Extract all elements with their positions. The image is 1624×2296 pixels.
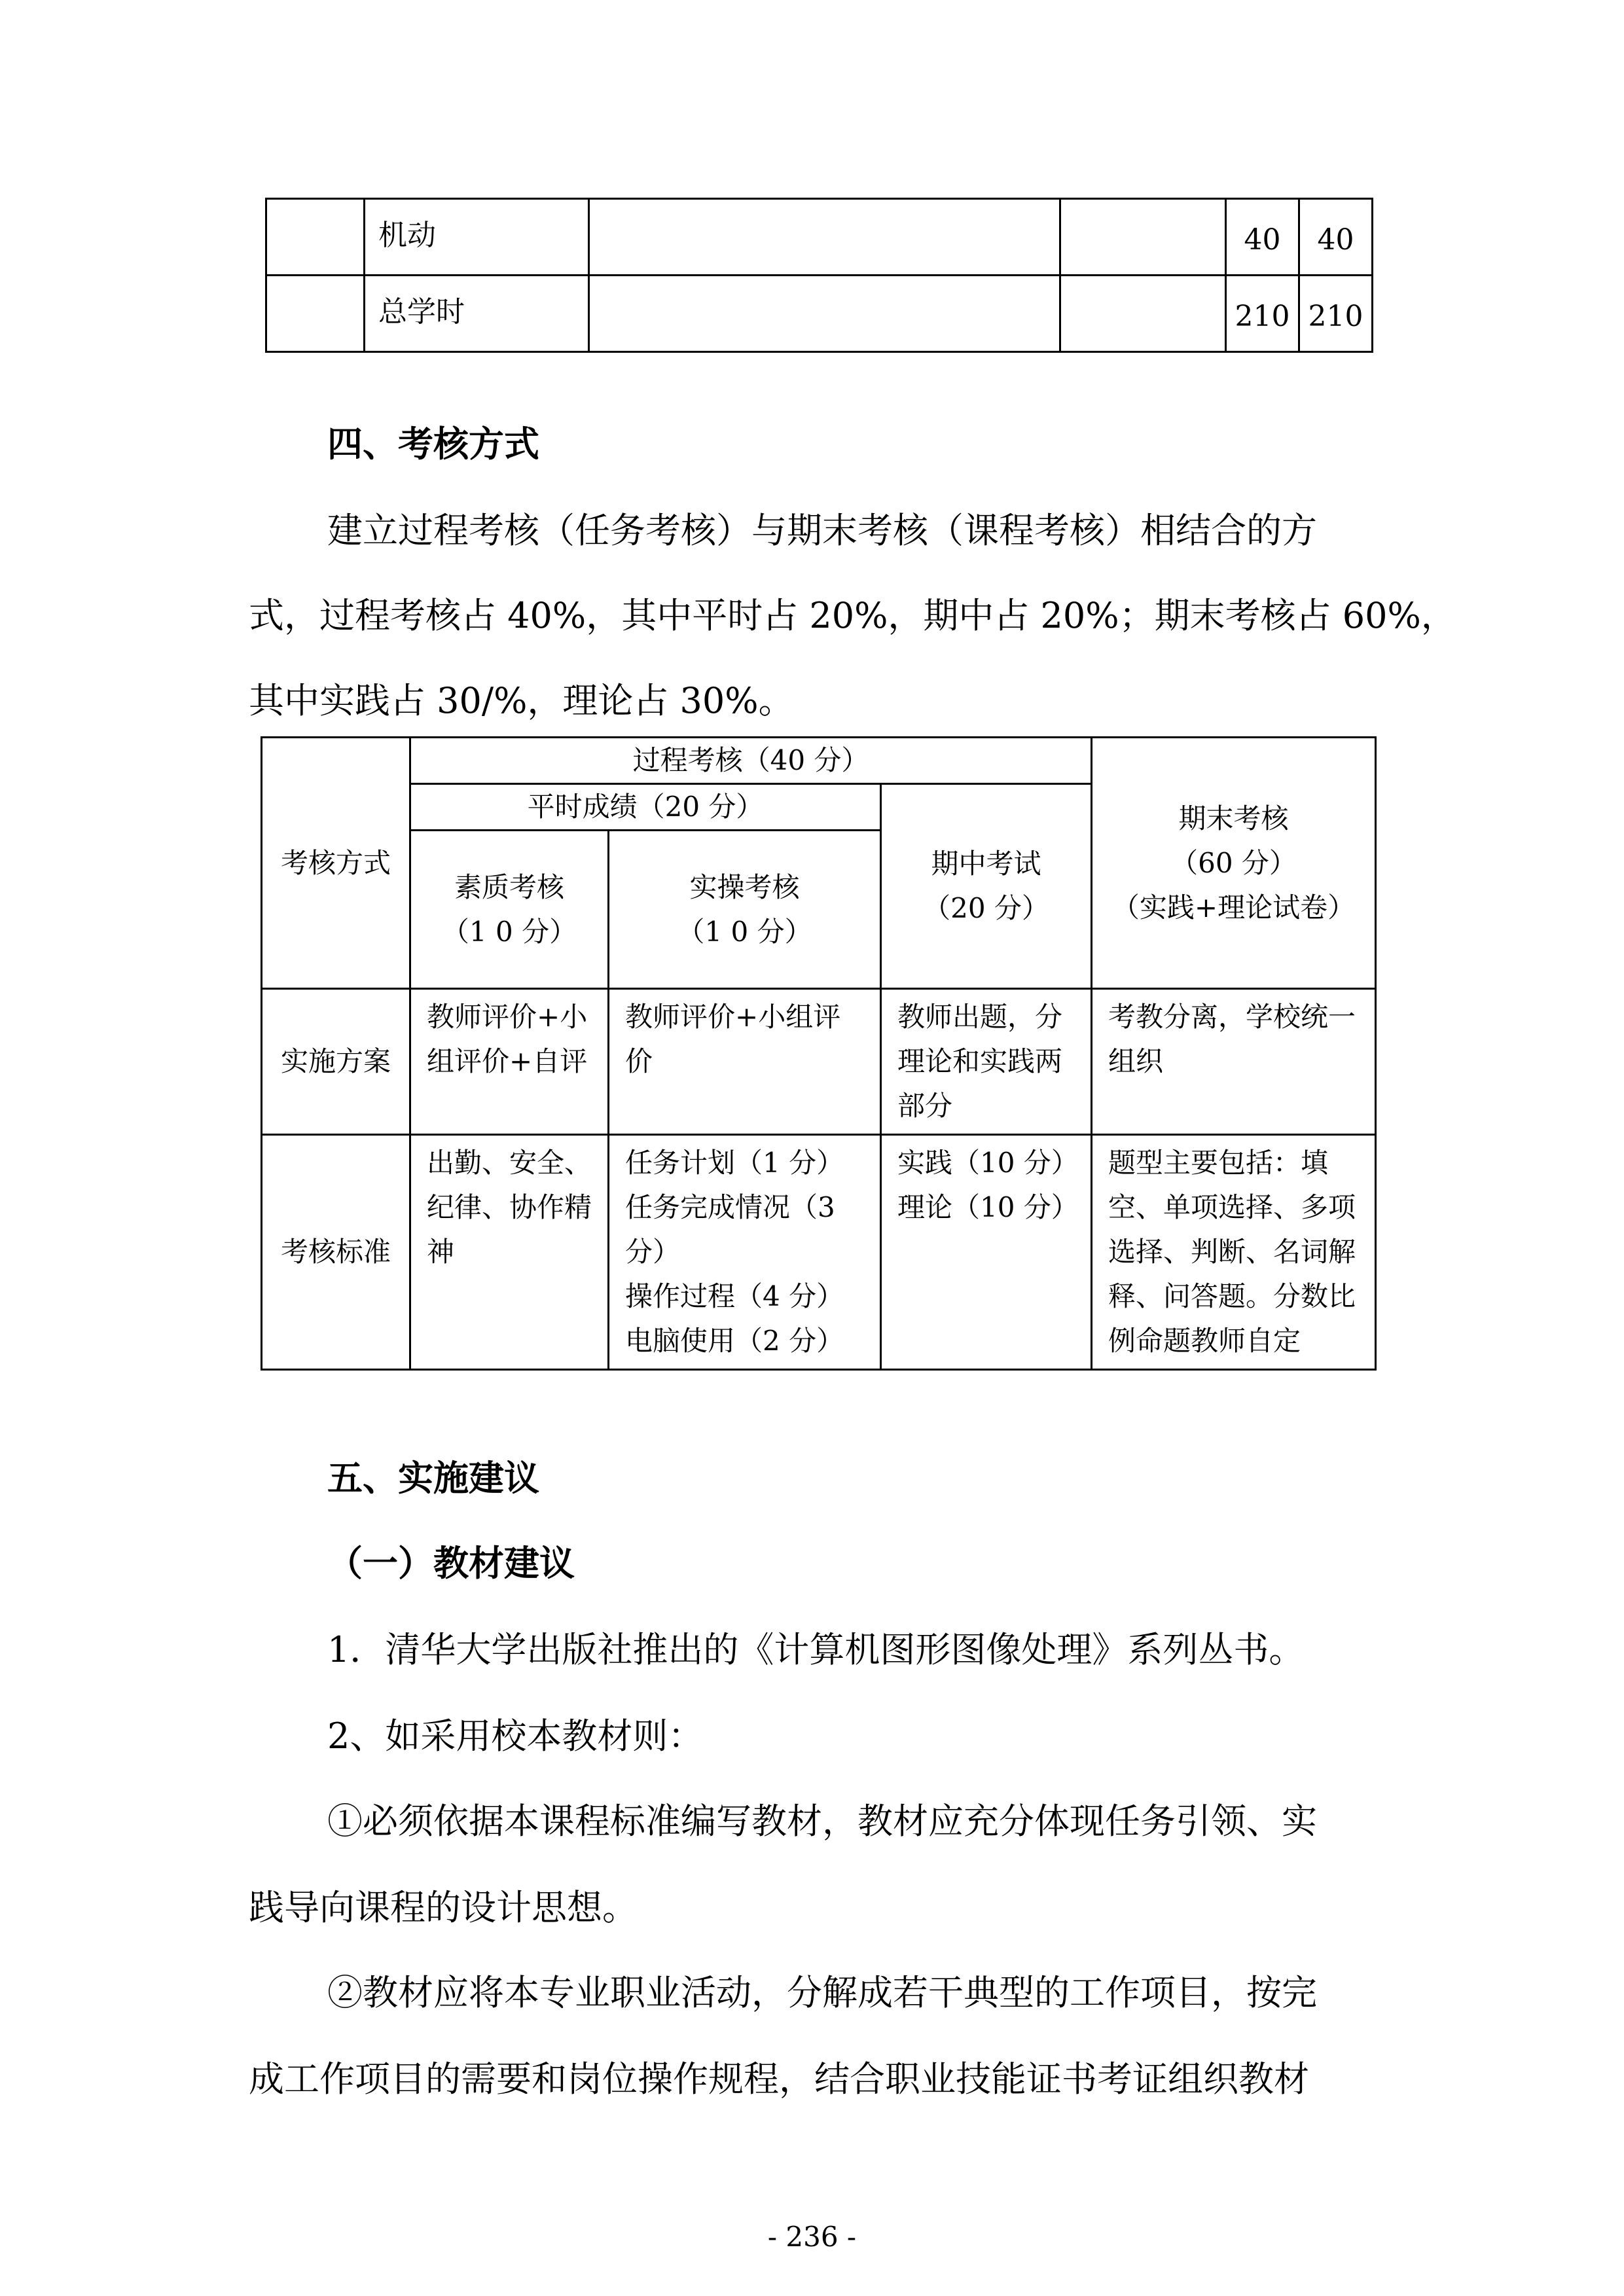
paragraph-line: ①必须依据本课程标准编写教材，教材应充分体现任务引领、实 bbox=[327, 1801, 1317, 1842]
impl-midterm: 教师出题，分 理论和实践两 部分 bbox=[881, 989, 1092, 1135]
subsection-heading: （一）教材建议 bbox=[327, 1542, 575, 1584]
paragraph-line: 成工作项目的需要和岗位操作规程，结合职业技能证书考证组织教材 bbox=[249, 2058, 1309, 2100]
hours-value: 40 bbox=[1226, 199, 1299, 276]
table-row bbox=[266, 276, 1373, 352]
row-label: 总学时 bbox=[365, 276, 589, 352]
impl-quality: 教师评价+小 组评价+自评 bbox=[410, 989, 609, 1135]
table-row bbox=[262, 989, 1376, 1135]
paragraph-line: 式，过程考核占 40%，其中平时占 20%，期中占 20%；期末考核占 60%， bbox=[249, 595, 1456, 636]
table-row bbox=[262, 1135, 1376, 1370]
header-midterm: 期中考试 （20 分） bbox=[881, 784, 1092, 989]
impl-practical: 教师评价+小组评 价 bbox=[609, 989, 881, 1135]
paragraph-line: ②教材应将本专业职业活动，分解成若干典型的工作项目，按完 bbox=[327, 1972, 1317, 2013]
table-row bbox=[262, 738, 1376, 784]
standard-practical: 任务计划（1 分） 任务完成情况（3 分） 操作过程（4 分） 电脑使用（2 分） bbox=[609, 1135, 881, 1370]
paragraph-line: 建立过程考核（任务考核）与期末考核（课程考核）相结合的方 bbox=[327, 510, 1317, 551]
hours-value: 210 bbox=[1226, 276, 1299, 352]
hours-value: 210 bbox=[1299, 276, 1373, 352]
impl-final: 考教分离，学校统一 组织 bbox=[1092, 989, 1376, 1135]
header-final: 期末考核 （60 分） （实践+理论试卷） bbox=[1092, 738, 1376, 989]
header-practical: 实操考核 （1 0 分） bbox=[609, 831, 881, 989]
assessment-table bbox=[261, 736, 1377, 1371]
section-heading: 四、考核方式 bbox=[327, 423, 539, 465]
header-quality: 素质考核 （1 0 分） bbox=[410, 831, 609, 989]
row-label: 实施方案 bbox=[262, 989, 410, 1135]
standard-midterm: 实践（10 分） 理论（10 分） bbox=[881, 1135, 1092, 1370]
standard-quality: 出勤、安全、 纪律、协作精 神 bbox=[410, 1135, 609, 1370]
header-usual: 平时成绩（20 分） bbox=[410, 784, 881, 831]
paragraph-line: 其中实践占 30/%，理论占 30%。 bbox=[249, 680, 794, 721]
hours-value: 40 bbox=[1299, 199, 1373, 276]
hours-table bbox=[265, 198, 1373, 353]
header-method: 考核方式 bbox=[262, 738, 410, 989]
section-heading: 五、实施建议 bbox=[327, 1457, 539, 1499]
standard-final: 题型主要包括：填 空、单项选择、多项 选择、判断、名词解 释、问答题。分数比 例命题教师自定 bbox=[1092, 1135, 1376, 1370]
paragraph-line: 1．清华大学出版社推出的《计算机图形图像处理》系列丛书。 bbox=[327, 1629, 1305, 1670]
paragraph-line: 2、如采用校本教材则： bbox=[327, 1715, 704, 1757]
table-row bbox=[266, 199, 1373, 276]
row-label: 考核标准 bbox=[262, 1135, 410, 1370]
paragraph-line: 践导向课程的设计思想。 bbox=[249, 1887, 638, 1928]
row-label: 机动 bbox=[365, 199, 589, 276]
header-process: 过程考核（40 分） bbox=[410, 738, 1092, 784]
page-number: - 236 - bbox=[767, 2221, 857, 2253]
